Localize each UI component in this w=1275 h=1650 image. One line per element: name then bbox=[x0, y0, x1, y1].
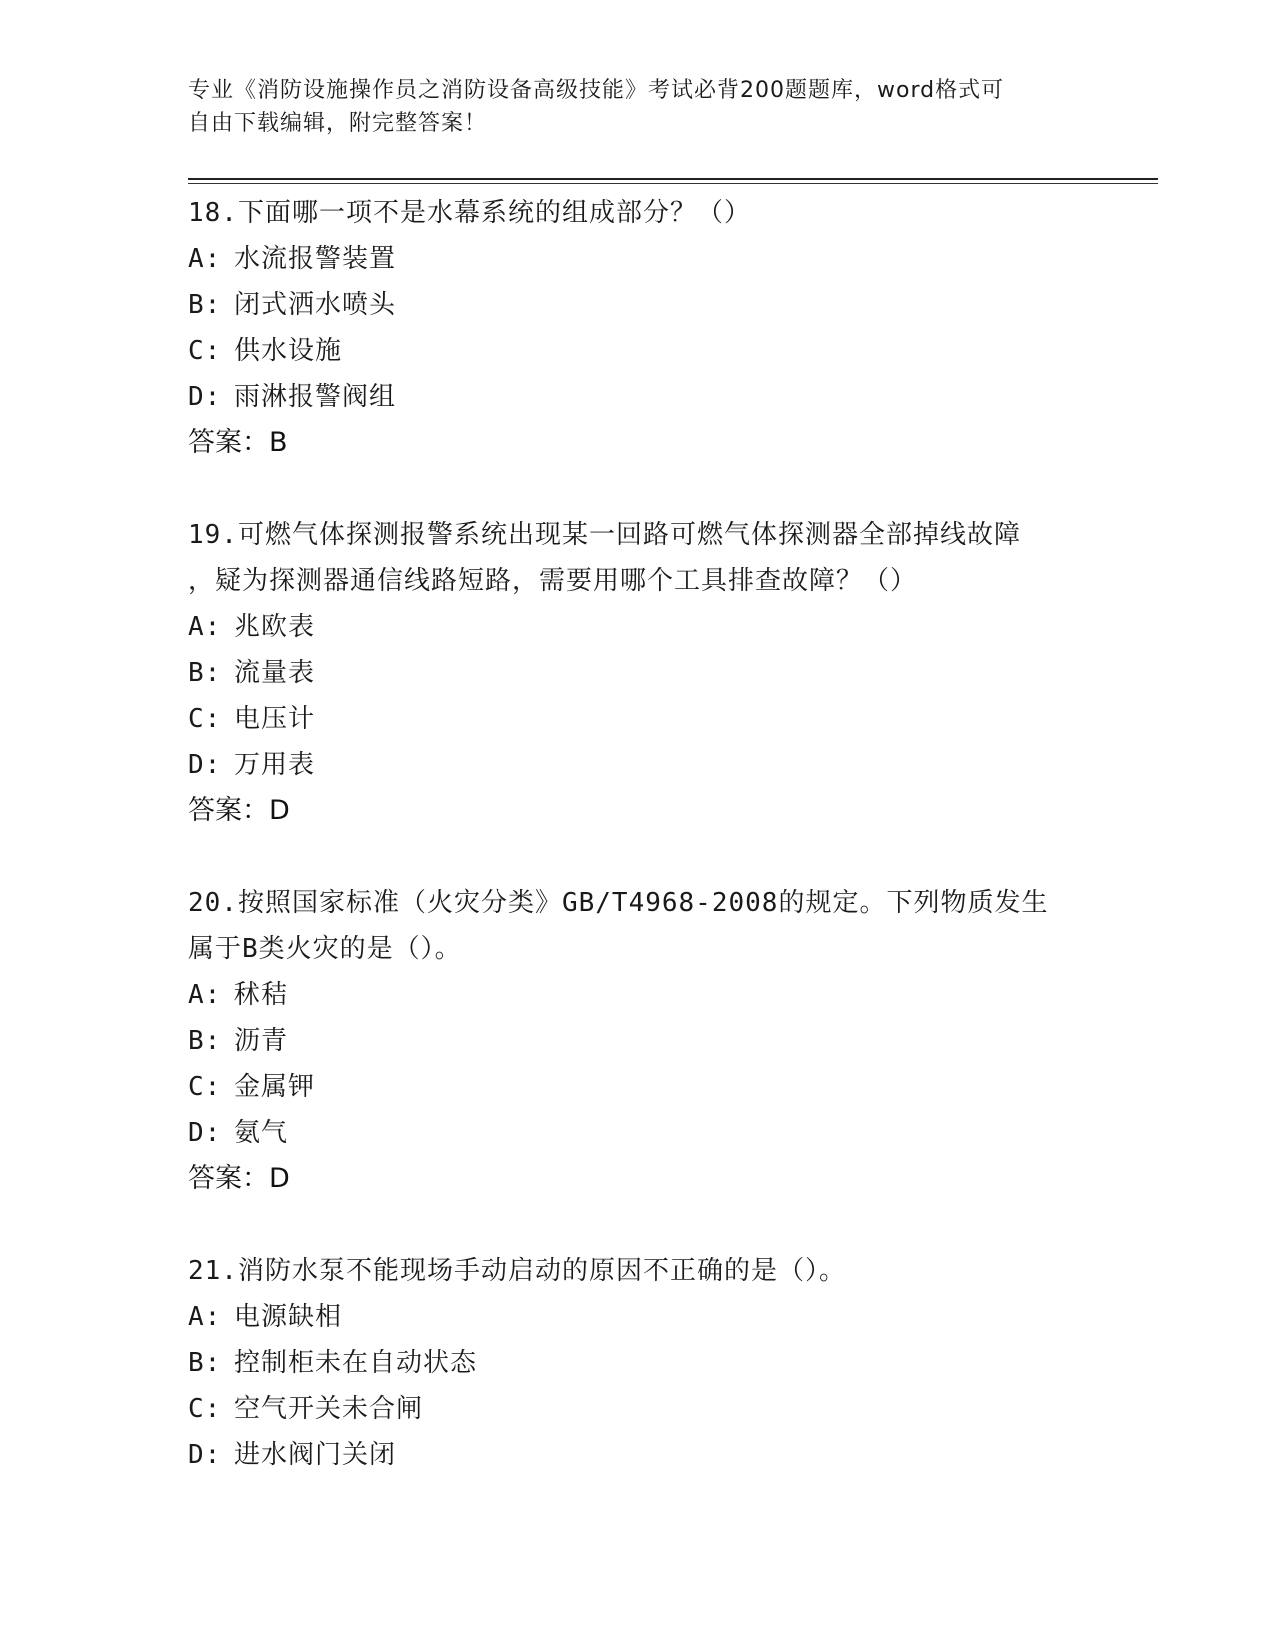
option-text: 氨气 bbox=[234, 1118, 289, 1148]
option-letter: A: bbox=[188, 612, 222, 642]
spacer bbox=[188, 834, 1088, 880]
answer-line: 答案：D bbox=[188, 795, 290, 826]
question-list bbox=[188, 190, 1088, 1478]
question-19 bbox=[188, 512, 1088, 834]
spacer bbox=[188, 1202, 1088, 1248]
option-a bbox=[188, 972, 1088, 1018]
option-letter: C: bbox=[188, 1072, 222, 1102]
option-d bbox=[188, 1110, 1088, 1156]
option-c bbox=[188, 328, 1088, 374]
question-text: 19.可燃气体探测报警系统出现某一回路可燃气体探测器全部掉线故障 bbox=[188, 520, 1021, 550]
option-d bbox=[188, 1432, 1088, 1478]
option-a bbox=[188, 604, 1088, 650]
option-b bbox=[188, 1018, 1088, 1064]
option-text: 万用表 bbox=[234, 750, 316, 780]
option-letter: C: bbox=[188, 336, 222, 366]
answer-line: 答案：D bbox=[188, 1163, 290, 1194]
option-text: 雨淋报警阀组 bbox=[234, 382, 397, 412]
option-text: 流量表 bbox=[234, 658, 316, 688]
question-text-cont: 属于B类火灾的是（）。 bbox=[188, 934, 462, 964]
question-18 bbox=[188, 190, 1088, 466]
question-text-cont: ，疑为探测器通信线路短路，需要用哪个工具排查故障？（） bbox=[188, 566, 918, 596]
option-letter: D: bbox=[188, 382, 222, 412]
option-letter: D: bbox=[188, 750, 222, 780]
option-letter: D: bbox=[188, 1118, 222, 1148]
option-text: 进水阀门关闭 bbox=[234, 1440, 397, 1470]
option-text: 沥青 bbox=[234, 1026, 289, 1056]
option-letter: B: bbox=[188, 1026, 222, 1056]
option-b bbox=[188, 282, 1088, 328]
question-text: 18.下面哪一项不是水幕系统的组成部分？（） bbox=[188, 198, 751, 228]
header-divider-thick bbox=[188, 178, 1158, 180]
option-text: 电压计 bbox=[234, 704, 316, 734]
option-c bbox=[188, 696, 1088, 742]
header-divider-thin bbox=[188, 183, 1158, 184]
option-b bbox=[188, 1340, 1088, 1386]
option-d bbox=[188, 374, 1088, 420]
option-letter: A: bbox=[188, 244, 222, 274]
option-text: 兆欧表 bbox=[234, 612, 316, 642]
answer-line: 答案：B bbox=[188, 427, 288, 458]
option-letter: A: bbox=[188, 1302, 222, 1332]
option-text: 闭式洒水喷头 bbox=[234, 290, 397, 320]
question-text: 21.消防水泵不能现场手动启动的原因不正确的是（）。 bbox=[188, 1256, 846, 1286]
option-letter: B: bbox=[188, 658, 222, 688]
option-text: 水流报警装置 bbox=[234, 244, 397, 274]
question-20 bbox=[188, 880, 1088, 1202]
option-letter: C: bbox=[188, 704, 222, 734]
option-text: 秫秸 bbox=[234, 980, 289, 1010]
question-text: 20.按照国家标准（火灾分类》GB/T4968-2008的规定。下列物质发生 bbox=[188, 888, 1049, 918]
option-text: 控制柜未在自动状态 bbox=[234, 1348, 478, 1378]
option-letter: B: bbox=[188, 1348, 222, 1378]
option-text: 电源缺相 bbox=[234, 1302, 343, 1332]
option-letter: B: bbox=[188, 290, 222, 320]
option-d bbox=[188, 742, 1088, 788]
option-a bbox=[188, 1294, 1088, 1340]
option-letter: D: bbox=[188, 1440, 222, 1470]
option-c bbox=[188, 1064, 1088, 1110]
option-b bbox=[188, 650, 1088, 696]
option-letter: C: bbox=[188, 1394, 222, 1424]
header-line-1: 专业《消防设施操作员之消防设备高级技能》考试必背200题题库，word格式可 bbox=[188, 78, 1005, 103]
option-c bbox=[188, 1386, 1088, 1432]
question-21 bbox=[188, 1248, 1088, 1478]
option-text: 空气开关未合闸 bbox=[234, 1394, 424, 1424]
document-header bbox=[188, 74, 1088, 140]
option-letter: A: bbox=[188, 980, 222, 1010]
option-text: 供水设施 bbox=[234, 336, 343, 366]
option-a bbox=[188, 236, 1088, 282]
spacer bbox=[188, 466, 1088, 512]
header-line-2: 自由下载编辑，附完整答案！ bbox=[188, 111, 488, 136]
option-text: 金属钾 bbox=[234, 1072, 316, 1102]
